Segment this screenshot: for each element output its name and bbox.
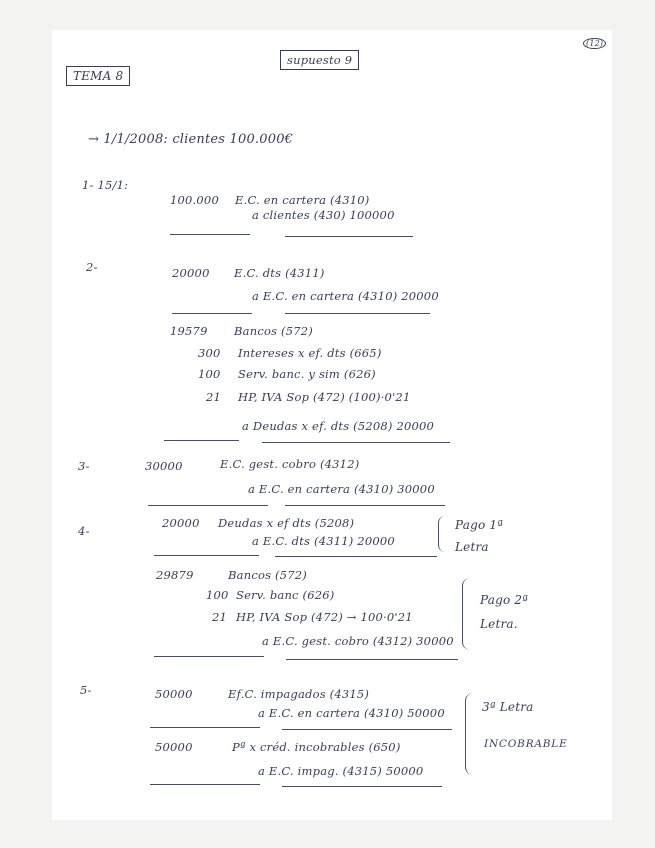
- entry-text: Bancos (572): [234, 324, 313, 338]
- section-label: 1- 15/1:: [82, 178, 129, 192]
- entry-amount: 50000: [155, 687, 193, 701]
- section-label: 4-: [78, 524, 90, 538]
- divider: [286, 659, 458, 660]
- entry-text: a E.C. dts (4311) 20000: [252, 534, 395, 548]
- entry-text: HP, IVA Sop (472) → 100·0'21: [236, 610, 413, 624]
- entry-amount: 21: [206, 390, 222, 404]
- divider: [170, 234, 250, 235]
- entry-amount: 100: [198, 367, 221, 381]
- section-label: 5-: [80, 683, 92, 697]
- note-letra-3: 3ª Letra: [482, 700, 534, 714]
- divider: [150, 784, 260, 785]
- entry-amount: 20000: [172, 266, 210, 280]
- note-pago-2: Pago 2ª Letra.: [480, 593, 529, 631]
- divider: [150, 727, 260, 728]
- divider: [282, 786, 442, 787]
- entry-amount: 30000: [145, 459, 183, 473]
- note-incobrable: INCOBRABLE: [484, 738, 568, 750]
- entry-text: a E.C. en cartera (4310) 30000: [248, 482, 435, 496]
- divider: [282, 729, 452, 730]
- entry-text: Deudas x ef dts (5208): [218, 516, 355, 530]
- note-pago-1: Pago 1ª Letra: [455, 518, 504, 554]
- entry-text: a E.C. en cartera (4310) 20000: [252, 289, 439, 303]
- page-number: (12): [583, 38, 606, 49]
- entry-text: a E.C. en cartera (4310) 50000: [258, 706, 445, 720]
- entry-text: HP, IVA Sop (472) (100)·0'21: [238, 390, 411, 404]
- entry-amount: 21: [212, 610, 228, 624]
- entry-text: Serv. banc (626): [236, 588, 335, 602]
- entry-amount: 20000: [162, 516, 200, 530]
- divider: [172, 313, 252, 314]
- entry-text: Serv. banc. y sim (626): [238, 367, 376, 381]
- divider: [164, 440, 239, 441]
- entry-text: Bancos (572): [228, 568, 307, 582]
- divider: [285, 236, 413, 237]
- section-label: 3-: [78, 459, 90, 473]
- supuesto-title: supuesto 9: [280, 50, 359, 70]
- divider: [154, 656, 264, 657]
- entry-text: Intereses x ef. dts (665): [238, 346, 382, 360]
- entry-amount: 50000: [155, 740, 193, 754]
- entry-amount: 19579: [170, 324, 208, 338]
- entry-amount: 300: [198, 346, 221, 360]
- entry-amount: 29879: [156, 568, 194, 582]
- entry-text: a E.C. impag. (4315) 50000: [258, 764, 424, 778]
- entry-text: a Deudas x ef. dts (5208) 20000: [242, 419, 435, 433]
- entry-text: E.C. en cartera (4310): [235, 193, 370, 207]
- divider: [285, 505, 445, 506]
- brace: [465, 693, 473, 775]
- divider: [154, 555, 259, 556]
- entry-text: Ef.C. impagados (4315): [228, 687, 370, 701]
- divider: [275, 556, 437, 557]
- section-label: 2-: [86, 260, 98, 274]
- entry-text: Pª x créd. incobrables (650): [232, 740, 401, 754]
- brace: [438, 516, 445, 552]
- entry-text: a E.C. gest. cobro (4312) 30000: [262, 634, 454, 648]
- intro-line: → 1/1/2008: clientes 100.000€: [88, 132, 294, 147]
- entry-text: E.C. dts (4311): [234, 266, 325, 280]
- divider: [262, 442, 450, 443]
- entry-amount: 100: [206, 588, 229, 602]
- divider: [148, 505, 268, 506]
- tema-title: TEMA 8: [66, 66, 130, 86]
- divider: [285, 313, 430, 314]
- brace: [462, 578, 470, 650]
- entry-text: E.C. gest. cobro (4312): [220, 457, 360, 471]
- entry-text: a clientes (430) 100000: [252, 208, 395, 222]
- entry-amount: 100.000: [170, 193, 219, 207]
